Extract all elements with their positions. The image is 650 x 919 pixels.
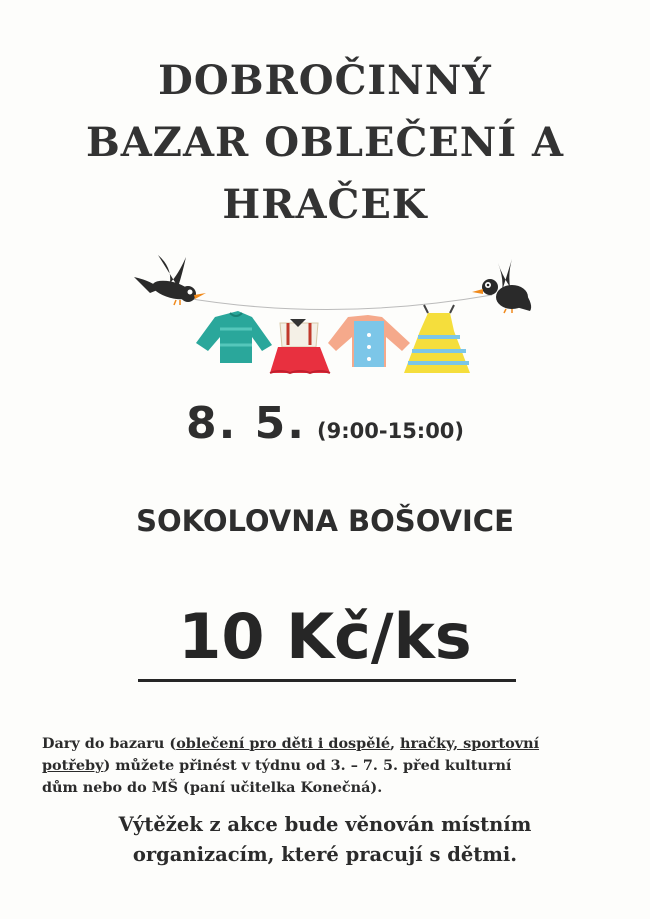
teal-sweater-icon (196, 311, 272, 363)
proceeds-line-1: Výtěžek z akce bude věnován místním (118, 813, 532, 836)
event-date: 8. 5. (185, 398, 306, 449)
donation-text-1: Dary do bazaru ( (42, 735, 177, 752)
striped-dress-icon (404, 305, 470, 373)
event-time: (9:00-15:00) (317, 419, 465, 443)
price: 10 Kč/ks (178, 600, 472, 673)
donation-item-toys: hračky, sportovní (400, 735, 540, 752)
donation-sep: , (390, 735, 401, 752)
clothesline (180, 295, 492, 310)
price-underline (138, 679, 516, 682)
donation-item-clothes: oblečení pro děti i dospělé (176, 735, 391, 752)
red-skirt-icon (270, 319, 330, 373)
peach-shirt-icon (328, 315, 410, 367)
bird-left-icon (134, 255, 206, 305)
clothesline-illustration (120, 245, 540, 385)
date-line (0, 398, 650, 449)
title-line-2: BAZAR OBLEČENÍ A (85, 119, 565, 166)
proceeds-note (0, 810, 650, 870)
donation-info (42, 733, 614, 799)
event-venue: SOKOLOVNA BOŠOVICE (136, 504, 514, 538)
donation-item-sports: potřeby (42, 757, 104, 774)
title-line-1: DOBROČINNÝ (158, 57, 492, 104)
bird-right-icon (472, 259, 531, 313)
title-line-3: HRAČEK (222, 181, 428, 228)
poster-title (0, 50, 650, 236)
proceeds-line-2: organizacím, které pracují s dětmi. (132, 843, 518, 866)
donation-text-3: dům nebo do MŠ (paní učitelka Konečná). (42, 779, 383, 796)
donation-text-2: ) můžete přinést v týdnu od 3. – 7. 5. před kulturní (103, 757, 512, 774)
